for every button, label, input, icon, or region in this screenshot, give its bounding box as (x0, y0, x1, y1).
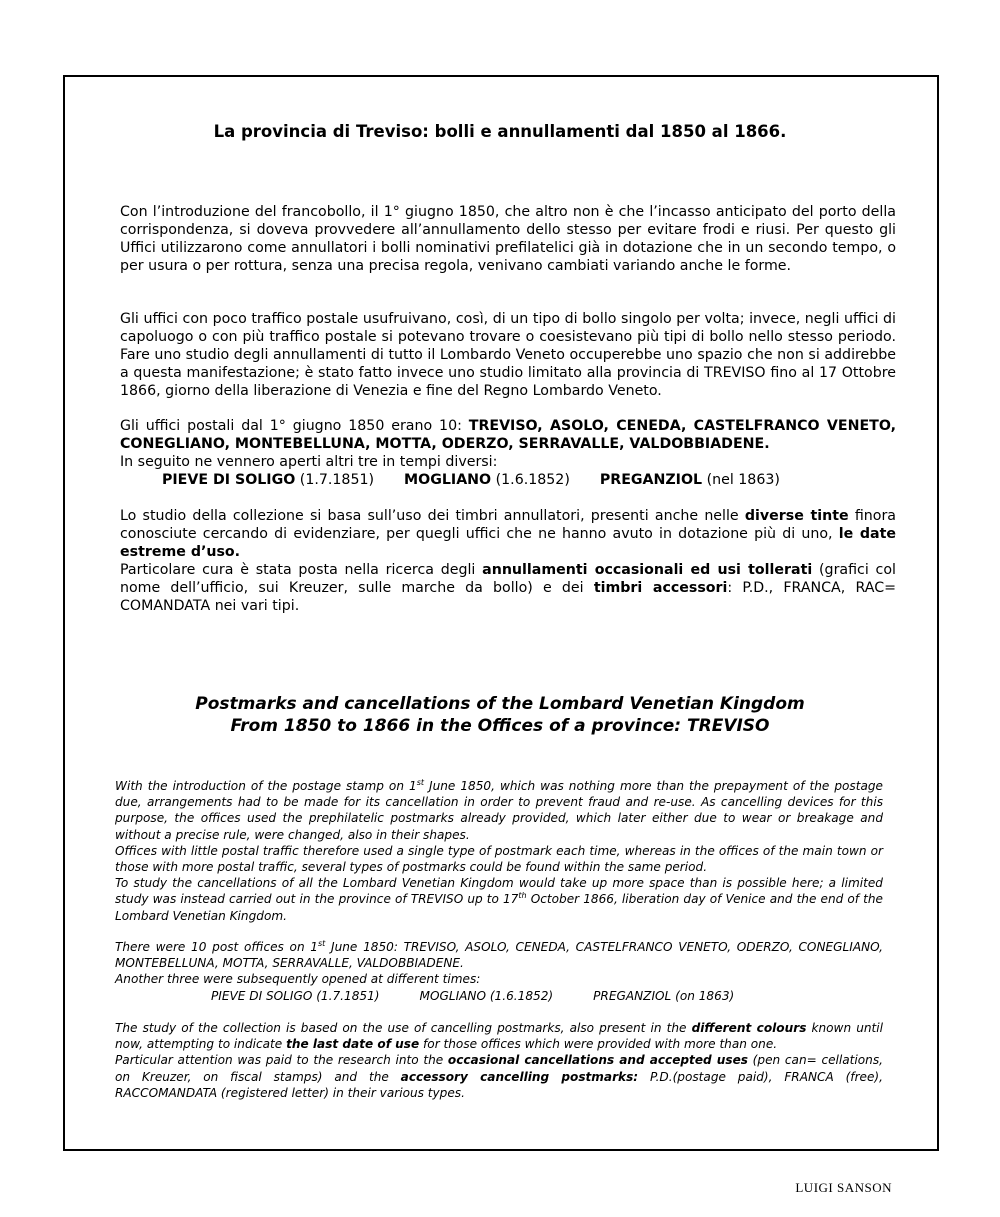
offices-intro: Gli uffici postali dal 1° giugno 1850 erano 10: (120, 418, 469, 434)
english-title: Postmarks and cancellations of the Lombard Venetian Kingdom From 1850 to 1866 in the Offices of a province: TREVISO (195, 694, 805, 736)
offices-list: TREVISO, ASOLO, CENEDA, CASTELFRANCO VENETO, CONEGLIANO, MONTEBELLUNA, MOTTA, ODERZO, SERRAVALLE, VALDOBBIADENE. (120, 418, 896, 452)
english-paragraph-3: The study of the collection is based on the use of cancelling postmarks, also present in the different colours known until now, attempting to indicate the last date of use for those offices which were provided with more than one. Particular attention was paid to the research into the occasional cancellations and accepted uses (pen can= cellations, on Kreuzer, on fiscal stamps) and the accessory cancelling postmarks: P.D.(postage paid), FRANCA (free), RACCOMANDATA (registered letter) in their various types. (115, 1021, 883, 1100)
author-name: LUIGI SANSON (795, 1180, 892, 1195)
italian-paragraph-1: Con l’introduzione del francobollo, il 1° giugno 1850, che altro non è che l’incasso anticipato del porto della corrispondenza, si doveva provvedere all’annullamento dello stesso per evitare frodi e riusi. Per questo gli Uffici utilizzarono come annullatori i bolli nominativi prefilatelici già in dotazione che in un secondo tempo, o per usura o per rottura, senza una precisa regola, venivano cambiati variando anche le forme. (120, 204, 896, 274)
offices-later-line: In seguito ne vennero aperti altri tre in tempi diversi: (120, 453, 498, 470)
italian-paragraph-4: Lo studio della collezione si basa sull’uso dei timbri annullatori, presenti anche nelle diverse tinte finora conosciute cercando di evidenziare, per quegli uffici che ne hanno avuto in dotazione più di uno, le date estreme d’uso. Particolare cura è stata posta nella ricerca degli annullamenti occasionali ed usi tollerati (grafici col nome dell’ufficio, sui Kreuzer, sulle marche da bollo) e dei timbri accessori: P.D., FRANCA, RAC= COMANDATA nei vari tipi. (120, 508, 896, 614)
italian-title: La provincia di Treviso: bolli e annullamenti dal 1850 al 1866. (213, 122, 787, 141)
english-paragraph-2: There were 10 post offices on 1st June 1850: TREVISO, ASOLO, CENEDA, CASTELFRANCO VENETO, ODERZO, CONEGLIANO, MONTEBELLUNA, MOTTA, SERRAVALLE, VALDOBBIADENE. Another three were subsequently opened at different times: PIEVE DI SOLIGO (1.7.1851) MOGLIANO (1.6.1852) PREGANZIOL (on 1863) (115, 938, 884, 1003)
office-pieve: PIEVE DI SOLIGO (1.7.1851) (162, 471, 375, 488)
english-later-offices: PIEVE DI SOLIGO (1.7.1851) MOGLIANO (1.6.1852) PREGANZIOL (on 1863) (211, 988, 735, 1003)
italian-paragraph-3 (120, 418, 896, 490)
office-preganziol: PREGANZIOL (nel 1863) (599, 471, 780, 488)
later-offices-row (120, 472, 896, 490)
italian-paragraph-2: Gli uffici con poco traffico postale usufruivano, così, di un tipo di bollo singolo per volta; invece, negli uffici di capoluogo o con più traffico postale si potevano trovare o coesistevano più tipi di bollo nello stesso periodo. Fare uno studio degli annullamenti di tutto il Lombardo Veneto occuperebbe uno spazio che non si addirebbe a questa manifestazione; è stato fatto invece uno studio limitato alla provincia di TREVISO fino al 17 Ottobre 1866, giorno della liberazione di Venezia e fine del Regno Lombardo Veneto. (120, 311, 896, 399)
office-mogliano: MOGLIANO (1.6.1852) (404, 471, 570, 488)
english-paragraph-1: With the introduction of the postage stamp on 1st June 1850, which was nothing more than the prepayment of the postage due, arrangements had to be made for its cancellation in order to prevent fraud and re-use. As cancelling devices for this purpose, the offices used the prephilatelic postmarks already provided, which later either due to wear or breakage and without a precise rule, were changed, also in their shapes. Offices with little postal traffic therefore used a single type of postmark each time, whereas in the offices of the main town or those with more postal traffic, several types of postmarks could be found within the same period. To study the cancellations of all the Lombard Venetian Kingdom would take up more space than is possible here; a limited study was instead carried out in the province of TREVISO up to 17th October 1866, liberation day of Venice and the end of the Lombard Venetian Kingdom. (115, 777, 883, 923)
